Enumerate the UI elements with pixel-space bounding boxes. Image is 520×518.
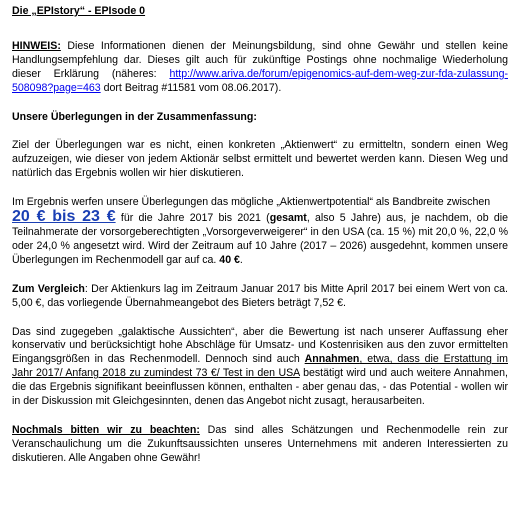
closing-text: Das sind alles Schätzungen und Rechenmodelle rein zur Veranschaulichung um die Zukunftsaussichten unseres Unternehmens mit anderen Interessierten zu diskutieren. Alle Angaben ohne Gewähr! [12, 423, 508, 464]
result-paragraph [12, 196, 508, 268]
closing-paragraph [12, 424, 508, 466]
value-40-text: 40 € [219, 253, 240, 266]
result-text-3: , also 5 Jahre) aus, je nachdem, ob die Teilnahmerate der vorsorgeberechtigten „Vorsorgeverweigerer“ in den USA (ca. 15 %) mit 20,0 %, 22,0 % oder 24,0 % angesetzt wird. Wird der Zeitraum auf 10 Jahre (2017 – 2026) ausgedehnt, kommen unsere Überlegungen im Rechenmodell gar auf ca. [12, 212, 508, 266]
page-title: Die „EPIstory“ - EPIsode 0 [12, 5, 146, 17]
value-range-highlight: 20 € bis 23 € [12, 208, 116, 226]
comparison-label: Zum Vergleich [12, 282, 85, 295]
forum-link[interactable]: http://www.ariva.de/forum/epigenomics-auf-dem-weg-zur-fda-zulassung-508098?page=463 [12, 67, 508, 94]
outlook-underlined-text: , etwa, dass die Erstattung im Jahr 2017/ Anfang 2018 zu zumindest 73 €/ Test in den USA [12, 353, 508, 380]
goal-paragraph: Ziel der Überlegungen war es nicht, einen konkreten „Aktienwert“ zu ermitteltn, sondern einen Weg aufzuzeigen, wie dieser von jedem Aktionär selbst ermittelt und bewertet werden kann. Diesen Weg und natürlich das Ergebnis wollen wir hier diskutieren. [12, 139, 508, 180]
outlook-paragraph [12, 326, 508, 409]
outlook-text-1: Das sind zugegeben „galaktische Aussichten“, aber die Bewertung ist nach unserer Auffassung eher konservativ und berücksichtigt hohe Abschläge für Umsatz- und Kostenrisiken aus den zuvor ermittelten Eingangsgrößen in das Rechenmodell. Dennoch sind auch [12, 325, 508, 366]
notice-label: HINWEIS: [12, 39, 61, 52]
annahmen-text: Annahmen [304, 353, 360, 366]
summary-heading: Unsere Überlegungen in der Zusammenfassung: [12, 110, 257, 123]
gesamt-text: gesamt [269, 212, 307, 225]
outlook-text-2: bestätigt wird und auch weitere Annahmen, die das Ergebnis signifikant beeinflussen können, enthalten - aber genau das, - das Potential - wollen wir in der Diskussion mit Gleichgesinnten, denen das Angebot nicht zusagt, herausarbeiten. [12, 367, 508, 408]
result-text-2: für die Jahre 2017 bis 2021 ( [115, 212, 270, 225]
comparison-paragraph [12, 283, 508, 311]
result-text-4: . [239, 253, 243, 266]
notice-text-2: dort Beitrag #11581 vom 08.06.2017). [100, 81, 282, 94]
comparison-text: : Der Aktienkurs lag im Zeitraum Januar 2017 bis Mitte April 2017 bei einem Wert von ca. 5,00 €, das vorliegende Übernahmeangebot des Bieters beträgt 7,52 €. [12, 282, 508, 309]
notice-text-1: Diese Informationen dienen der Meinungsbildung, sind ohne Gewähr und stellen keine Handlungsempfehlung dar. Dieses gilt auch für zukünftige Postings ohne nochmalige Wiederholung dieser Erklärung (näheres: [12, 39, 508, 80]
result-text-1: Im Ergebnis werfen unsere Überlegungen das mögliche „Aktienwertpotential“ als Bandbreite zwischen [12, 196, 491, 209]
notice-paragraph [12, 40, 508, 96]
closing-label: Nochmals bitten wir zu beachten: [12, 423, 200, 436]
